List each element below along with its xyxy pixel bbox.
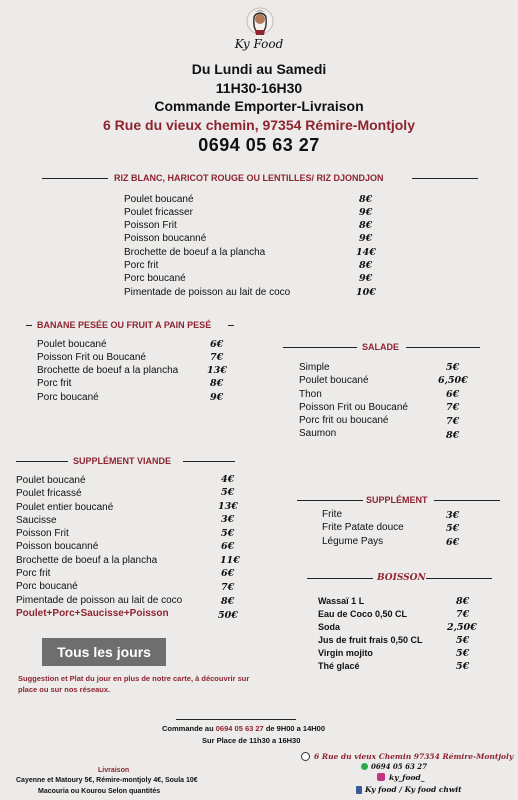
- menu-price: 6€: [221, 568, 235, 579]
- combo-item: Poulet+Porc+Saucisse+Poisson: [16, 608, 169, 619]
- menu-item: Pimentade de poisson au lait de coco: [16, 595, 183, 606]
- menu-item: Poisson Frit ou Boucané: [299, 402, 408, 413]
- opening-hours: 11H30-16H30: [215, 80, 303, 96]
- menu-price: 6€: [446, 389, 460, 400]
- divider: [228, 325, 234, 326]
- menu-item: Wassaï 1 L: [318, 596, 365, 606]
- menu-item: Porc boucané: [37, 392, 99, 403]
- menu-item: Légume Pays: [322, 536, 384, 547]
- menu-price: 7€: [221, 582, 235, 593]
- menu-item: Simple: [299, 362, 330, 373]
- menu-price: 9€: [359, 233, 373, 244]
- section-title-supplement: SUPPLÉMENT: [366, 495, 428, 505]
- menu-item: Saucisse: [16, 515, 57, 526]
- menu-item: Thé glacé: [318, 661, 360, 671]
- livraison-line-1: Cayenne et Matoury 5€, Rémire-montjoly 4€, Soula 10€: [16, 777, 198, 784]
- menu-item: Porc boucané: [16, 581, 78, 592]
- menu-price: 7€: [456, 609, 470, 620]
- menu-item: Poulet boucané: [37, 339, 107, 350]
- menu-price: 9€: [359, 273, 373, 284]
- menu-price: 6,50€: [438, 375, 468, 386]
- section-title-boisson: BOISSON: [377, 573, 426, 583]
- divider: [16, 461, 68, 462]
- menu-item: Brochette de boeuf a la plancha: [16, 555, 158, 566]
- instagram-handle[interactable]: ky_food_: [389, 773, 425, 782]
- divider: [434, 500, 500, 501]
- menu-price: 3€: [221, 514, 235, 525]
- menu-item: Eau de Coco 0,50 CL: [318, 609, 408, 619]
- menu-item: Poulet boucané: [299, 375, 369, 386]
- divider: [307, 578, 373, 579]
- menu-price: 5€: [446, 523, 460, 534]
- whatsapp-icon: [361, 763, 368, 770]
- menu-item: Poisson boucanné: [16, 541, 99, 552]
- menu-item: Poisson boucanné: [124, 233, 207, 244]
- divider: [26, 325, 32, 326]
- menu-price: 8€: [210, 378, 224, 389]
- menu-item: Poulet boucané: [124, 194, 194, 205]
- menu-item: Poulet boucané: [16, 475, 86, 486]
- instagram-icon: [377, 773, 385, 781]
- menu-price: 8€: [359, 260, 373, 271]
- menu-price: 13€: [207, 365, 227, 376]
- menu-item: Jus de fruit frais 0,50 CL: [318, 635, 423, 645]
- facebook-icon: [356, 786, 362, 794]
- order-type: Commande Emporter-Livraison: [154, 98, 364, 114]
- menu-price: 8€: [221, 596, 235, 607]
- menu-item: Frite Patate douce: [322, 522, 404, 533]
- menu-price: 6€: [221, 541, 235, 552]
- menu-price: 10€: [356, 287, 376, 298]
- menu-price: 5€: [456, 635, 470, 646]
- menu-price: 6€: [446, 537, 460, 548]
- menu-price: 9€: [210, 392, 224, 403]
- menu-item: Pimentade de poisson au lait de coco: [124, 287, 291, 298]
- suggestion-text: Suggestion et Plat du jour en plus de notre carte, à découvrir sur place ou sur nos réseaux.: [18, 674, 250, 694]
- divider: [406, 347, 480, 348]
- section-title-viande: SUPPLÉMENT VIANDE: [73, 456, 172, 466]
- menu-price: 8€: [456, 596, 470, 607]
- menu-price: 8€: [359, 220, 373, 231]
- menu-price: 8€: [446, 430, 460, 441]
- whatsapp-number[interactable]: 0694 05 63 27: [371, 762, 428, 771]
- menu-item: Frite: [322, 509, 342, 520]
- menu-price: 6€: [210, 339, 224, 350]
- menu-item: Porc boucané: [124, 273, 186, 284]
- livraison-line-2: Macouria ou Kourou Selon quantités: [38, 788, 161, 795]
- logo-icon: [243, 6, 277, 36]
- menu-price: 2,50€: [447, 622, 477, 633]
- menu-price: 13€: [218, 501, 238, 512]
- menu-item: Saumon: [299, 428, 337, 439]
- menu-price: 8€: [359, 194, 373, 205]
- menu-item: Virgin mojito: [318, 648, 373, 658]
- menu-price: 5€: [221, 487, 235, 498]
- menu-item: Porc frit ou boucané: [299, 415, 389, 426]
- commande-suffix: de 9H00 a 14H00: [263, 724, 326, 733]
- section-title-riz: RIZ BLANC, HARICOT ROUGE OU LENTILLES/ RIZ DJONDJON: [114, 173, 384, 183]
- commande-info: [162, 724, 325, 733]
- divider: [297, 500, 363, 501]
- menu-item: Poisson Frit: [124, 220, 177, 231]
- divider: [426, 578, 492, 579]
- menu-item: Brochette de boeuf a la plancha: [124, 247, 266, 258]
- livraison-title: Livraison: [98, 767, 130, 774]
- divider: [412, 178, 478, 179]
- menu-price: 4€: [221, 474, 235, 485]
- location-icon: [301, 752, 310, 761]
- section-title-banane: BANANE PESÉE OU FRUIT A PAIN PESÉ: [37, 320, 212, 330]
- opening-days: Du Lundi au Samedi: [191, 61, 327, 77]
- address: 6 Rue du vieux chemin, 97354 Rémire-Montjoly: [103, 117, 415, 133]
- phone-number[interactable]: 0694 05 63 27: [198, 135, 320, 155]
- menu-price: 7€: [446, 416, 460, 427]
- menu-item: Porc frit: [16, 568, 51, 579]
- menu-item: Poisson Frit: [16, 528, 69, 539]
- menu-price: 5€: [456, 648, 470, 659]
- menu-item: Soda: [318, 622, 341, 632]
- menu-item: Porc frit: [37, 378, 72, 389]
- sur-place-info: Sur Place de 11h30 a 16H30: [202, 736, 301, 745]
- section-title-salade: SALADE: [362, 342, 400, 352]
- menu-item: Poulet fricasser: [124, 207, 193, 218]
- divider: [176, 719, 296, 720]
- menu-item: Porc frit: [124, 260, 159, 271]
- menu-price: 5€: [456, 661, 470, 672]
- menu-price: 14€: [356, 247, 376, 258]
- tous-les-jours-banner: Tous les jours: [42, 638, 166, 666]
- menu-price: 9€: [359, 207, 373, 218]
- commande-prefix: Commande au: [162, 724, 216, 733]
- menu-item: Poisson Frit ou Boucané: [37, 352, 146, 363]
- menu-price: 3€: [446, 510, 460, 521]
- menu-price: 7€: [446, 402, 460, 413]
- menu-item: Brochette de boeuf a la plancha: [37, 365, 179, 376]
- combo-price: 50€: [218, 610, 238, 621]
- divider: [283, 347, 357, 348]
- footer-address: 6 Rue du vieux Chemin 97354 Rémire-Montjoly: [314, 752, 514, 761]
- menu-item: Poulet entier boucané: [16, 502, 114, 513]
- menu-item: Poulet fricassé: [16, 488, 82, 499]
- menu-price: 11€: [220, 555, 240, 566]
- menu-price: 5€: [446, 362, 460, 373]
- divider: [42, 178, 108, 179]
- menu-price: 5€: [221, 528, 235, 539]
- divider: [183, 461, 235, 462]
- menu-price: 7€: [210, 352, 224, 363]
- commande-phone[interactable]: 0694 05 63 27: [215, 724, 264, 733]
- menu-item: Thon: [299, 389, 322, 400]
- brand-name: Ky Food: [234, 37, 284, 51]
- facebook-handle[interactable]: Ky food / Ky food chwit: [365, 785, 462, 794]
